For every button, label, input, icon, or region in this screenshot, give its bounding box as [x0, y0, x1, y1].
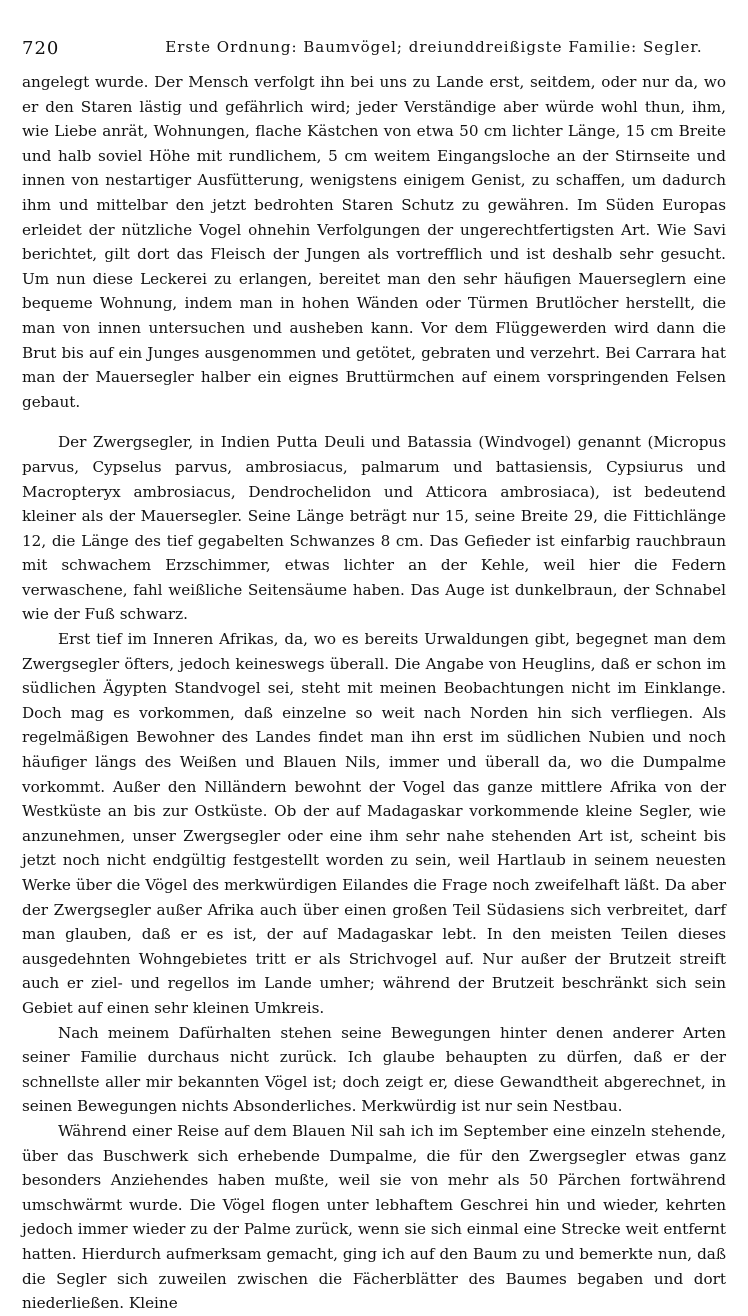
paragraph-3: Erst tief im Inneren Afrikas, da, wo es bereits Urwaldungen gibt, begegnet man dem Zwergsegler öfters, jedoch keineswegs überall. Die Angabe von Heuglins, daß er schon im südlichen Ägypten Standvogel sei, steht mit meinen Beobachtungen nicht im Einklange. Doch mag es vorkommen, daß einzelne so weit nach Norden hin sich verfliegen. Als regelmäßigen Bewohner des Landes findet man ihn erst im südlichen Nubien und noch häufiger längs des Weißen und Blauen Nils, immer und überall da, wo die Dumpalme vorkommt. Außer den Nilländern bewohnt der Vogel das ganze mittlere Afrika von der Westküste an bis zur Ostküste. Ob der auf Madagaskar vorkommende kleine Segler, wie anzunehmen, unser Zwergsegler oder eine ihm sehr nahe stehenden Art ist, scheint bis jetzt noch nicht endgültig festgestellt worden zu sein, weil Hartlaub in seinem neuesten Werke über die Vögel des merkwürdigen Eilandes die Frage noch zweifelhaft läßt. Da aber der Zwergsegler außer Afrika auch über einen großen Teil Südasiens sich verbreitet, darf man glauben, daß er es ist, der auf Madagaskar lebt. In den meisten Teilen dieses ausgedehnten Wohngebietes tritt er als Strichvogel auf. Nur außer der Brutzeit streift auch er ziel- und regellos im Lande umher; während der Brutzeit beschränkt sich sein Gebiet auf einen sehr kleinen Umkreis.	[22, 630, 726, 1017]
paragraph-4: Nach meinem Dafürhalten stehen seine Bewegungen hinter denen anderer Arten seiner Familie durchaus nicht zurück. Ich glaube behaupten zu dürfen, daß er der schnellste aller mir bekannten Vögel ist; doch zeigt er, diese Gewandtheit abgerechnet, in seinen Bewegungen nichts Absonderliches. Merkwürdig ist nur sein Nestbau.	[22, 1023, 726, 1116]
page-body	[22, 70, 726, 1316]
section-gap	[22, 414, 726, 430]
page-header	[22, 30, 726, 70]
paragraph-1: angelegt wurde. Der Mensch verfolgt ihn bei uns zu Lande erst, seitdem, oder nur da, wo er den Staren lästig und gefährlich wird; jeder Verständige aber würde wohl thun, ihm, wie Liebe anrät, Wohnungen, flache Kästchen von etwa 50 cm lichter Länge, 15 cm Breite und halb soviel Höhe mit rundlichem, 5 cm weitem Eingangsloche an der Stirnseite und innen von nestartiger Ausfütterung, wenigstens einigem Genist, zu schaffen, um dadurch ihm und mittelbar den jetzt bedrohten Staren Schutz zu gewähren. Im Süden Europas erleidet der nützliche Vogel ohnehin Verfolgungen der ungerechtfertigsten Art. Wie Savi berichtet, gilt dort das Fleisch der Jungen als vortrefflich und ist deshalb sehr gesucht. Um nun diese Leckerei zu erlangen, bereitet man den sehr häufigen Mauerseglern eine bequeme Wohnung, indem man in hohen Wänden oder Türmen Brutlöcher herstellt, die man von innen untersuchen und ausheben kann. Vor dem Flüggewerden wird dann die Brut bis auf ein Junges ausgenommen und getötet, gebraten und verzehrt. Bei Carrara hat man der Mauersegler halber ein eignes Bruttürmchen auf einem vorspringenden Felsen gebaut.	[22, 73, 726, 411]
running-head: Erste Ordnung: Baumvögel; dreiunddreißigste Familie: Segler.	[165, 38, 703, 56]
page-number: 720	[22, 38, 60, 59]
paragraph-2: Der Zwergsegler, in Indien Putta Deuli und Batassia (Windvogel) genannt (Micropus parvus, Cypselus parvus, ambrosiacus, palmarum und battasiensis, Cypsiurus und Macropteryx ambrosiacus, Dendrochelidon und Atticora ambrosiaca), ist bedeutend kleiner als der Mauersegler. Seine Länge beträgt nur 15, seine Breite 29, die Fittichlänge 12, die Länge des tief gegabelten Schwanzes 8 cm. Das Gefieder ist einfarbig rauchbraun mit schwachem Erzschimmer, etwas lichter an der Kehle, weil hier die Federn verwaschene, fahl weißliche Seitensäume haben. Das Auge ist dunkelbraun, der Schnabel wie der Fuß schwarz.	[22, 433, 726, 624]
paragraph-5: Während einer Reise auf dem Blauen Nil sah ich im September eine einzeln stehende, über das Buschwerk sich erhebende Dumpalme, die für den Zwergsegler etwas ganz besonders Anziehendes haben mußte, weil sie von mehr als 50 Pärchen fortwährend umschwärmt wurde. Die Vögel flogen unter lebhaftem Geschrei hin und wieder, kehrten jedoch immer wieder zu der Palme zurück, wenn sie sich einmal eine Strecke weit entfernt hatten. Hierdurch aufmerksam gemacht, ging ich auf den Baum zu und bemerkte nun, daß die Segler sich zuweilen zwischen die Fächerblätter des Baumes begaben und dort niederließen. Kleine	[22, 1121, 726, 1313]
